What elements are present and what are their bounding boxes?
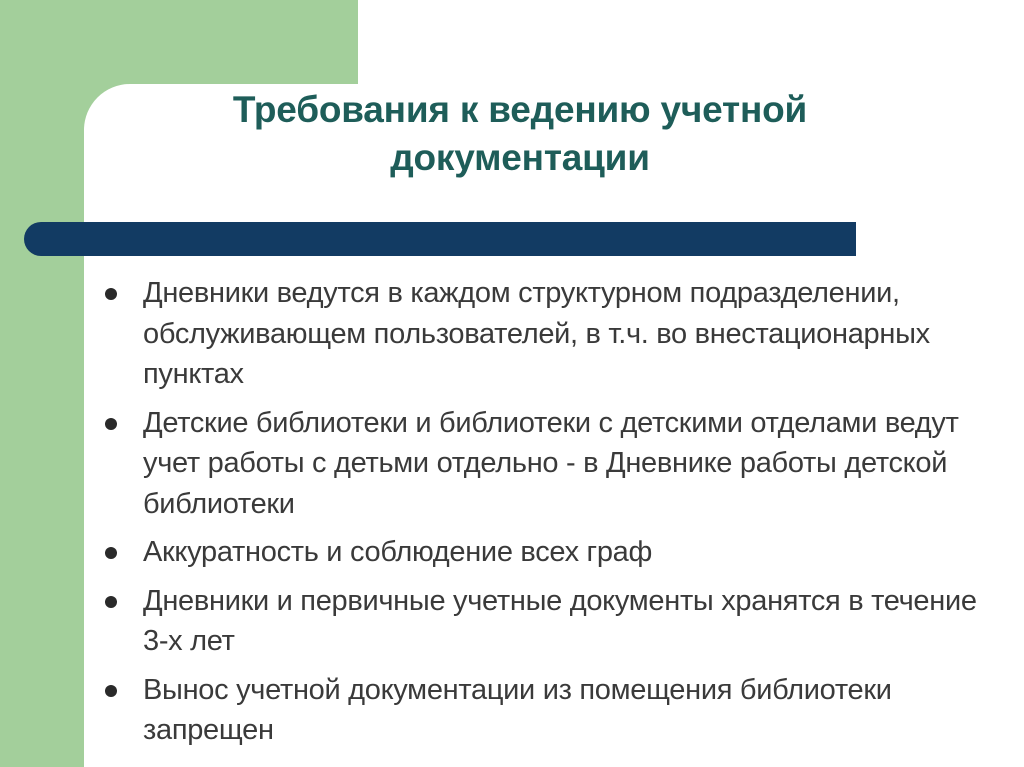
bullet-item: [105, 581, 985, 662]
bullet-text: Дневники ведутся в каждом структурном подразделении, обслуживающем пользователей, в т.ч. во внестационарных пунктах: [143, 277, 930, 390]
slide-title-line-1: Требования к ведению учетной: [232, 89, 808, 130]
bullet-item: [105, 273, 985, 395]
bullet-dot-icon: [105, 547, 117, 559]
bullet-text: Аккуратность и соблюдение всех граф: [143, 536, 653, 568]
bullet-dot-icon: [105, 418, 117, 430]
bullet-item: [105, 670, 985, 751]
title-divider-bar: [24, 222, 856, 256]
bullet-item: [105, 403, 985, 525]
bullet-item: [105, 532, 985, 573]
bullet-text: Детские библиотеки и библиотеки с детскими отделами ведут учет работы с детьми отдельно - в Дневнике работы детской библиотеки: [143, 406, 959, 520]
slide-title-line-2: документации: [390, 137, 650, 178]
bullet-text: Вынос учетной документации из помещения библиотеки запрещен: [143, 673, 892, 746]
bullet-dot-icon: [105, 685, 117, 697]
bullet-list: [105, 273, 985, 759]
slide-title: [90, 86, 950, 182]
bullet-dot-icon: [105, 288, 117, 300]
bullet-text: Дневники и первичные учетные документы хранятся в течение 3-х лет: [143, 584, 977, 657]
bullet-dot-icon: [105, 596, 117, 608]
